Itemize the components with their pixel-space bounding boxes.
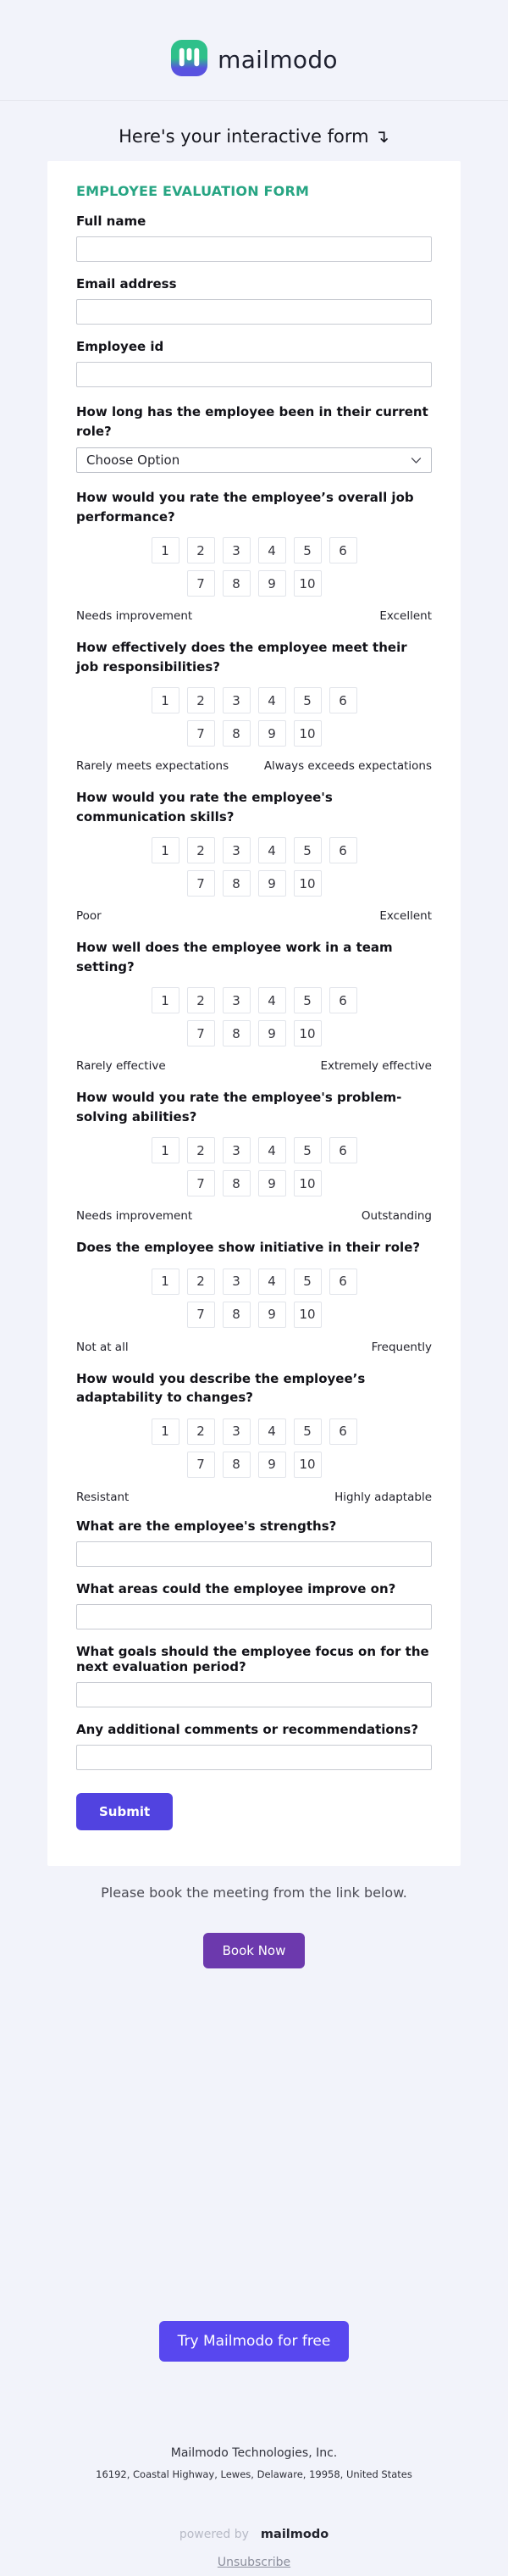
- rating-anchors: [76, 1341, 432, 1354]
- rating-option-button[interactable]: 4: [258, 1137, 286, 1163]
- anchor-right-label: Excellent: [379, 609, 432, 623]
- rating-option-button[interactable]: 7: [187, 1170, 215, 1196]
- rating-option-button[interactable]: 10: [294, 1170, 322, 1196]
- rating-option-button[interactable]: 6: [329, 987, 357, 1013]
- rating-option-button[interactable]: 9: [258, 1170, 286, 1196]
- anchor-right-label: Extremely effective: [320, 1059, 432, 1073]
- long-question-input[interactable]: [76, 1682, 432, 1707]
- select-selected-value: Choose Option: [86, 452, 180, 468]
- rating-option-button[interactable]: 8: [223, 1170, 251, 1196]
- chevron-down-icon: [411, 452, 422, 468]
- rating-option-button[interactable]: 3: [223, 987, 251, 1013]
- anchor-left-label: Needs improvement: [76, 609, 193, 623]
- text-field-label: Employee id: [76, 339, 164, 354]
- anchor-left-label: Poor: [76, 909, 102, 923]
- anchor-left-label: Rarely meets expectations: [76, 759, 229, 773]
- rating-option-button[interactable]: 6: [329, 837, 357, 863]
- rating-option-button[interactable]: 3: [223, 1418, 251, 1445]
- rating-option-button[interactable]: 5: [294, 837, 322, 863]
- anchor-right-label: Excellent: [379, 909, 432, 923]
- rating-scale: [76, 1418, 432, 1478]
- rating-option-button[interactable]: 8: [223, 1302, 251, 1328]
- book-now-button[interactable]: Book Now: [203, 1933, 306, 1968]
- rating-option-button[interactable]: 3: [223, 1269, 251, 1295]
- long-question-input[interactable]: [76, 1745, 432, 1770]
- rating-row: [152, 1418, 357, 1445]
- company-name: Mailmodo Technologies, Inc.: [170, 2446, 338, 2460]
- hero-section: [0, 101, 508, 161]
- rating-option-button[interactable]: 7: [187, 1302, 215, 1328]
- rating-option-button[interactable]: 7: [187, 870, 215, 897]
- rating-scale: [76, 1137, 432, 1196]
- rating-scale: [76, 837, 432, 897]
- rating-option-button[interactable]: 5: [294, 987, 322, 1013]
- rating-row: [187, 870, 322, 897]
- rating-anchors: [76, 609, 432, 623]
- mailmodo-logo[interactable]: [170, 39, 338, 80]
- rating-option-button[interactable]: 1: [152, 987, 179, 1013]
- rating-option-button[interactable]: 4: [258, 537, 286, 564]
- rating-question-label: Does the employee show initiative in their role?: [76, 1240, 421, 1255]
- text-field-input[interactable]: [76, 362, 432, 387]
- mailmodo-logo-icon: [170, 39, 208, 80]
- rating-scale: [76, 1269, 432, 1328]
- rating-option-button[interactable]: 5: [294, 687, 322, 713]
- rating-option-button[interactable]: 2: [187, 1137, 215, 1163]
- rating-row: [187, 1452, 322, 1478]
- long-question-input[interactable]: [76, 1541, 432, 1567]
- select-field-label: How long has the employee been in their current role?: [76, 404, 428, 439]
- empty-spacer: [0, 1968, 508, 2322]
- form-title: EMPLOYEE EVALUATION FORM: [76, 183, 310, 199]
- rating-option-button[interactable]: 10: [294, 570, 322, 597]
- long-question-label: What goals should the employee focus on for the next evaluation period?: [76, 1643, 429, 1674]
- rating-option-button[interactable]: 5: [294, 1137, 322, 1163]
- rating-row: [187, 1170, 322, 1196]
- rating-option-button[interactable]: 6: [329, 1269, 357, 1295]
- text-field-input[interactable]: [76, 299, 432, 325]
- evaluation-form-card: [47, 161, 461, 1866]
- anchor-left-label: Rarely effective: [76, 1059, 166, 1073]
- unsubscribe-link[interactable]: Unsubscribe: [217, 2556, 291, 2569]
- rating-option-button[interactable]: 1: [152, 1269, 179, 1295]
- email-header: [0, 0, 508, 101]
- anchor-right-label: Always exceeds expectations: [263, 759, 432, 773]
- rating-option-button[interactable]: 9: [258, 1452, 286, 1478]
- page-title: Here's your interactive form ↴: [119, 126, 389, 147]
- rating-question-label: How would you rate the employee's problem-solving abilities?: [76, 1090, 402, 1124]
- rating-option-button[interactable]: 2: [187, 1418, 215, 1445]
- powered-by-text: powered by: [179, 2528, 249, 2541]
- rating-option-button[interactable]: 5: [294, 1418, 322, 1445]
- rating-anchors: [76, 1059, 432, 1073]
- rating-option-button[interactable]: 4: [258, 1269, 286, 1295]
- text-field-input[interactable]: [76, 236, 432, 262]
- rating-option-button[interactable]: 6: [329, 1418, 357, 1445]
- rating-option-button[interactable]: 2: [187, 687, 215, 713]
- rating-option-button[interactable]: 6: [329, 1137, 357, 1163]
- rating-option-button[interactable]: 4: [258, 1418, 286, 1445]
- book-meeting-text: Please book the meeting from the link below.: [101, 1884, 407, 1901]
- rating-option-button[interactable]: 8: [223, 570, 251, 597]
- rating-option-button[interactable]: 7: [187, 720, 215, 747]
- text-field-label: Full name: [76, 214, 146, 229]
- mailmodo-wordmark: mailmodo: [218, 45, 338, 74]
- rating-question-label: How effectively does the employee meet their job responsibilities?: [76, 640, 407, 675]
- rating-option-button[interactable]: 4: [258, 837, 286, 863]
- rating-option-button[interactable]: 7: [187, 1452, 215, 1478]
- company-address: 16192, Coastal Highway, Lewes, Delaware, 19958, United States: [96, 2468, 412, 2480]
- rating-option-button[interactable]: 3: [223, 537, 251, 564]
- rating-anchors: [76, 759, 432, 773]
- rating-scale: [76, 687, 432, 747]
- rating-option-button[interactable]: 9: [258, 1020, 286, 1046]
- rating-row: [187, 570, 322, 597]
- rating-anchors: [76, 909, 432, 923]
- rating-row: [187, 720, 322, 747]
- email-footer: [0, 2362, 508, 2576]
- rating-option-button[interactable]: 3: [223, 1137, 251, 1163]
- rating-option-button[interactable]: 7: [187, 1020, 215, 1046]
- rating-row: [152, 1137, 357, 1163]
- rating-option-button[interactable]: 10: [294, 1452, 322, 1478]
- rating-option-button[interactable]: 1: [152, 837, 179, 863]
- rating-option-button[interactable]: 10: [294, 870, 322, 897]
- rating-option-button[interactable]: 5: [294, 1269, 322, 1295]
- rating-option-button[interactable]: 9: [258, 870, 286, 897]
- rating-row: [152, 1269, 357, 1295]
- rating-option-button[interactable]: 8: [223, 1020, 251, 1046]
- rating-questions-section: [76, 488, 432, 1504]
- long-question-label: Any additional comments or recommendations?: [76, 1721, 419, 1737]
- rating-option-button[interactable]: 5: [294, 537, 322, 564]
- powered-by-brand: mailmodo: [260, 2528, 329, 2541]
- rating-row: [152, 687, 357, 713]
- rating-row: [152, 837, 357, 863]
- try-mailmodo-button[interactable]: Try Mailmodo for free: [159, 2321, 349, 2362]
- rating-option-button[interactable]: 7: [187, 570, 215, 597]
- rating-option-button[interactable]: 2: [187, 837, 215, 863]
- rating-option-button[interactable]: 8: [223, 1452, 251, 1478]
- rating-option-button[interactable]: 1: [152, 537, 179, 564]
- rating-row: [152, 537, 357, 564]
- rating-option-button[interactable]: 10: [294, 1020, 322, 1046]
- long-questions-section: [76, 1518, 432, 1770]
- text-fields-section: [76, 214, 432, 387]
- rating-option-button[interactable]: 1: [152, 687, 179, 713]
- rating-row: [187, 1302, 322, 1328]
- anchor-right-label: Frequently: [371, 1340, 432, 1354]
- anchor-right-label: Highly adaptable: [334, 1490, 432, 1504]
- rating-option-button[interactable]: 1: [152, 1137, 179, 1163]
- text-field-label: Email address: [76, 276, 177, 291]
- rating-option-button[interactable]: 6: [329, 537, 357, 564]
- anchor-left-label: Needs improvement: [76, 1209, 193, 1223]
- rating-question-label: How well does the employee work in a team setting?: [76, 940, 393, 974]
- rating-option-button[interactable]: 6: [329, 687, 357, 713]
- rating-option-button[interactable]: 1: [152, 1418, 179, 1445]
- rating-row: [187, 1020, 322, 1046]
- rating-option-button[interactable]: 3: [223, 837, 251, 863]
- submit-button[interactable]: Submit: [76, 1793, 173, 1830]
- long-question-label: What are the employee's strengths?: [76, 1518, 337, 1534]
- rating-scale: [76, 987, 432, 1046]
- rating-option-button[interactable]: 2: [187, 1269, 215, 1295]
- rating-anchors: [76, 1491, 432, 1504]
- anchor-left-label: Not at all: [76, 1340, 129, 1354]
- rating-option-button[interactable]: 9: [258, 570, 286, 597]
- rating-option-button[interactable]: 8: [223, 870, 251, 897]
- rating-question-label: How would you rate the employee’s overall job performance?: [76, 490, 414, 525]
- anchor-right-label: Outstanding: [361, 1209, 432, 1223]
- rating-option-button[interactable]: 9: [258, 1302, 286, 1328]
- rating-option-button[interactable]: 9: [258, 720, 286, 747]
- rating-question-label: How would you describe the employee’s adaptability to changes?: [76, 1370, 366, 1405]
- rating-row: [152, 987, 357, 1013]
- anchor-left-label: Resistant: [76, 1490, 130, 1504]
- role-duration-select[interactable]: [76, 447, 432, 473]
- rating-scale: [76, 537, 432, 597]
- rating-option-button[interactable]: 4: [258, 987, 286, 1013]
- rating-option-button[interactable]: 10: [294, 1302, 322, 1328]
- rating-option-button[interactable]: 8: [223, 720, 251, 747]
- rating-anchors: [76, 1209, 432, 1223]
- rating-question-label: How would you rate the employee's communication skills?: [76, 790, 333, 824]
- rating-option-button[interactable]: 2: [187, 537, 215, 564]
- rating-option-button[interactable]: 10: [294, 720, 322, 747]
- long-question-input[interactable]: [76, 1604, 432, 1629]
- long-question-label: What areas could the employee improve on?: [76, 1580, 396, 1596]
- rating-option-button[interactable]: 4: [258, 687, 286, 713]
- powered-by-line: [0, 2528, 508, 2541]
- rating-option-button[interactable]: 2: [187, 987, 215, 1013]
- rating-option-button[interactable]: 3: [223, 687, 251, 713]
